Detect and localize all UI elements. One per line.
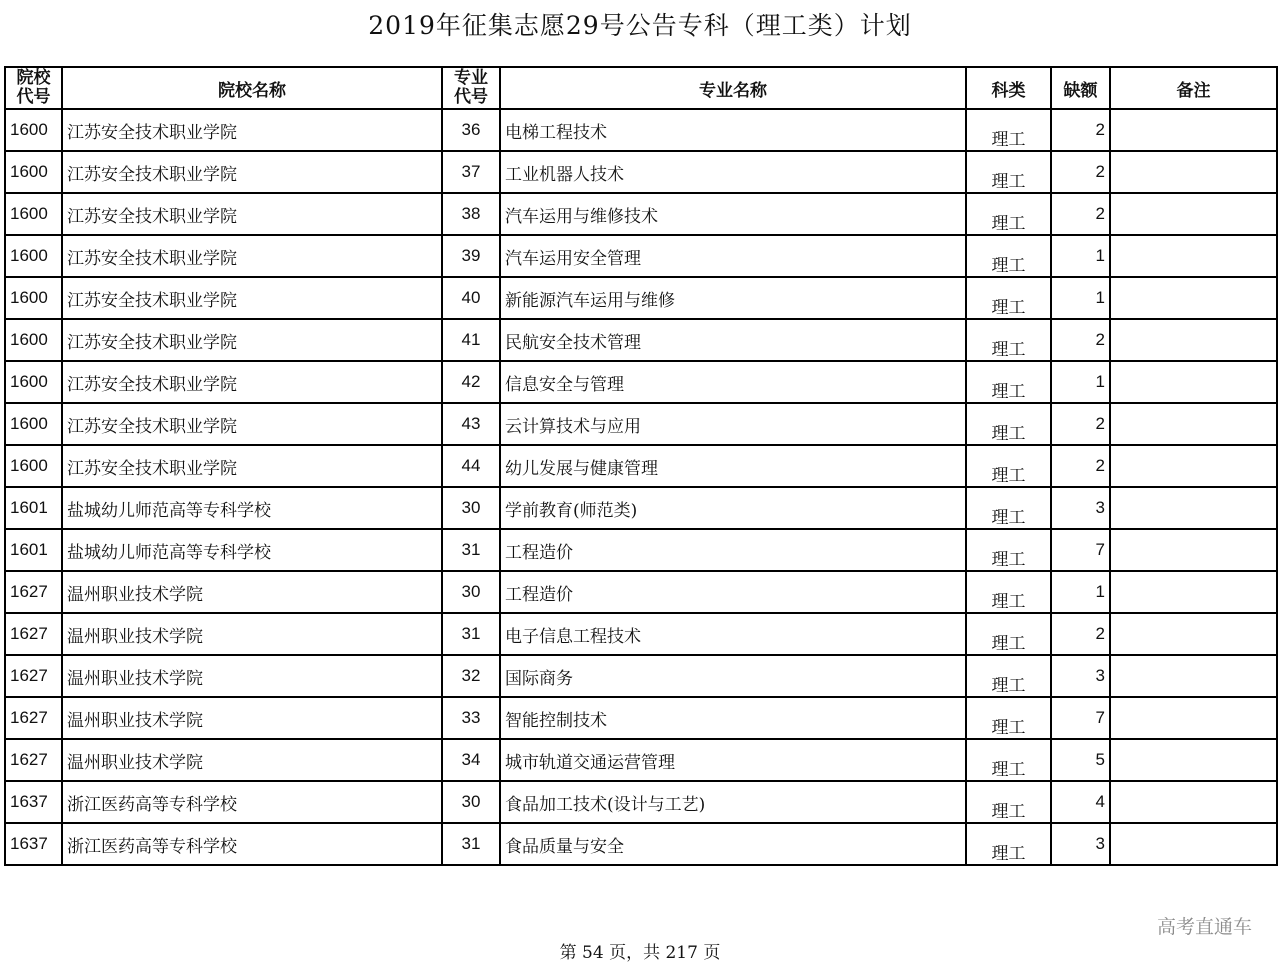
cell-school-code: 1627 [5,655,62,697]
cell-school-code: 1600 [5,361,62,403]
cell-major-name: 汽车运用安全管理 [500,235,966,277]
cell-school-code: 1600 [5,403,62,445]
cell-major-code: 31 [442,823,500,865]
table-header [5,67,1277,109]
cell-remarks [1110,403,1277,445]
cell-category: 理工 [966,739,1051,781]
watermark-text: 高考直通车 [1156,916,1252,938]
cell-category: 理工 [966,151,1051,193]
cell-major-name: 民航安全技术管理 [500,319,966,361]
cell-school-name: 温州职业技术学院 [62,655,442,697]
table-row [5,781,1277,823]
cell-major-code: 44 [442,445,500,487]
cell-remarks [1110,739,1277,781]
cell-major-code: 31 [442,529,500,571]
cell-school-code: 1600 [5,235,62,277]
cell-quota: 2 [1051,319,1110,361]
cell-major-name: 学前教育(师范类) [500,487,966,529]
table-row [5,361,1277,403]
cell-remarks [1110,655,1277,697]
cell-quota: 2 [1051,403,1110,445]
plan-table [4,66,1278,866]
cell-quota: 7 [1051,697,1110,739]
cell-school-name: 江苏安全技术职业学院 [62,109,442,151]
cell-quota: 1 [1051,571,1110,613]
cell-major-code: 42 [442,361,500,403]
cell-category: 理工 [966,361,1051,403]
header-school-code: 院校 代号 [5,67,62,109]
cell-major-code: 43 [442,403,500,445]
cell-remarks [1110,529,1277,571]
table-row [5,529,1277,571]
cell-remarks [1110,319,1277,361]
cell-quota: 1 [1051,361,1110,403]
cell-major-name: 电子信息工程技术 [500,613,966,655]
cell-major-code: 41 [442,319,500,361]
cell-quota: 5 [1051,739,1110,781]
cell-major-code: 37 [442,151,500,193]
header-school-name: 院校名称 [62,67,442,109]
cell-remarks [1110,613,1277,655]
cell-school-name: 盐城幼儿师范高等专科学校 [62,529,442,571]
cell-category: 理工 [966,781,1051,823]
cell-school-name: 江苏安全技术职业学院 [62,445,442,487]
table-body [5,109,1277,865]
cell-school-code: 1600 [5,151,62,193]
cell-category: 理工 [966,235,1051,277]
table-row [5,613,1277,655]
cell-school-name: 浙江医药高等专科学校 [62,781,442,823]
cell-major-code: 38 [442,193,500,235]
cell-category: 理工 [966,487,1051,529]
cell-major-name: 汽车运用与维修技术 [500,193,966,235]
cell-school-name: 浙江医药高等专科学校 [62,823,442,865]
header-remarks: 备注 [1110,67,1277,109]
cell-category: 理工 [966,571,1051,613]
cell-category: 理工 [966,823,1051,865]
cell-remarks [1110,109,1277,151]
table-row [5,487,1277,529]
cell-major-name: 工程造价 [500,529,966,571]
cell-major-name: 新能源汽车运用与维修 [500,277,966,319]
cell-school-code: 1627 [5,739,62,781]
cell-category: 理工 [966,697,1051,739]
cell-school-name: 江苏安全技术职业学院 [62,151,442,193]
header-quota: 缺额 [1051,67,1110,109]
cell-major-name: 国际商务 [500,655,966,697]
cell-school-name: 盐城幼儿师范高等专科学校 [62,487,442,529]
cell-quota: 2 [1051,445,1110,487]
cell-major-code: 30 [442,571,500,613]
cell-school-code: 1600 [5,445,62,487]
cell-remarks [1110,571,1277,613]
cell-school-code: 1601 [5,529,62,571]
cell-school-name: 温州职业技术学院 [62,739,442,781]
cell-major-code: 34 [442,739,500,781]
cell-quota: 2 [1051,193,1110,235]
cell-remarks [1110,151,1277,193]
cell-school-code: 1637 [5,823,62,865]
cell-major-code: 32 [442,655,500,697]
cell-major-name: 智能控制技术 [500,697,966,739]
cell-school-code: 1601 [5,487,62,529]
cell-school-code: 1627 [5,571,62,613]
cell-quota: 2 [1051,613,1110,655]
cell-major-code: 30 [442,781,500,823]
cell-school-name: 江苏安全技术职业学院 [62,319,442,361]
cell-category: 理工 [966,655,1051,697]
table-row [5,403,1277,445]
cell-school-code: 1600 [5,109,62,151]
cell-category: 理工 [966,277,1051,319]
cell-remarks [1110,781,1277,823]
cell-school-name: 温州职业技术学院 [62,571,442,613]
cell-major-name: 城市轨道交通运营管理 [500,739,966,781]
header-category: 科类 [966,67,1051,109]
table-row [5,319,1277,361]
cell-school-name: 温州职业技术学院 [62,697,442,739]
cell-major-name: 食品质量与安全 [500,823,966,865]
cell-quota: 2 [1051,151,1110,193]
table-row [5,823,1277,865]
header-major-name: 专业名称 [500,67,966,109]
cell-quota: 7 [1051,529,1110,571]
cell-category: 理工 [966,613,1051,655]
cell-school-code: 1600 [5,193,62,235]
header-major-code: 专业 代号 [442,67,500,109]
table-row [5,193,1277,235]
cell-major-name: 电梯工程技术 [500,109,966,151]
table-row [5,697,1277,739]
cell-school-code: 1627 [5,697,62,739]
cell-quota: 1 [1051,235,1110,277]
cell-remarks [1110,193,1277,235]
page-title: 2019年征集志愿29号公告专科（理工类）计划 [368,11,912,40]
cell-school-name: 江苏安全技术职业学院 [62,403,442,445]
cell-major-code: 36 [442,109,500,151]
cell-quota: 1 [1051,277,1110,319]
cell-major-code: 39 [442,235,500,277]
cell-remarks [1110,697,1277,739]
page-footer: 第 54 页，共 217 页 [559,943,721,963]
cell-remarks [1110,823,1277,865]
cell-major-name: 信息安全与管理 [500,361,966,403]
cell-major-code: 30 [442,487,500,529]
cell-school-code: 1627 [5,613,62,655]
cell-major-name: 食品加工技术(设计与工艺) [500,781,966,823]
cell-category: 理工 [966,193,1051,235]
table-row [5,571,1277,613]
table-row [5,445,1277,487]
table-row [5,655,1277,697]
cell-quota: 3 [1051,487,1110,529]
cell-category: 理工 [966,109,1051,151]
table-row [5,109,1277,151]
cell-category: 理工 [966,529,1051,571]
cell-category: 理工 [966,319,1051,361]
cell-quota: 4 [1051,781,1110,823]
table-row [5,739,1277,781]
cell-school-code: 1637 [5,781,62,823]
cell-major-name: 云计算技术与应用 [500,403,966,445]
cell-major-code: 31 [442,613,500,655]
cell-quota: 2 [1051,109,1110,151]
table-row [5,277,1277,319]
cell-quota: 3 [1051,823,1110,865]
header-row [5,67,1277,109]
table-row [5,235,1277,277]
cell-school-name: 温州职业技术学院 [62,613,442,655]
cell-school-name: 江苏安全技术职业学院 [62,361,442,403]
cell-major-name: 工程造价 [500,571,966,613]
cell-major-code: 40 [442,277,500,319]
cell-school-name: 江苏安全技术职业学院 [62,235,442,277]
cell-school-code: 1600 [5,277,62,319]
cell-remarks [1110,487,1277,529]
cell-remarks [1110,235,1277,277]
cell-school-name: 江苏安全技术职业学院 [62,193,442,235]
cell-quota: 3 [1051,655,1110,697]
cell-major-name: 幼儿发展与健康管理 [500,445,966,487]
cell-major-code: 33 [442,697,500,739]
cell-school-name: 江苏安全技术职业学院 [62,277,442,319]
cell-category: 理工 [966,403,1051,445]
cell-major-name: 工业机器人技术 [500,151,966,193]
table-row [5,151,1277,193]
cell-school-code: 1600 [5,319,62,361]
cell-category: 理工 [966,445,1051,487]
cell-remarks [1110,361,1277,403]
cell-remarks [1110,277,1277,319]
cell-remarks [1110,445,1277,487]
